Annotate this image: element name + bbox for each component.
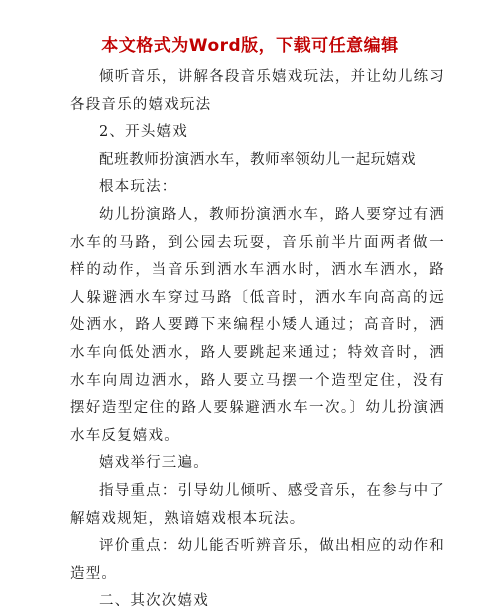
paragraph-intro: 倾听音乐，讲解各段音乐嬉戏玩法，并让幼儿练习各段音乐的嬉戏玩法	[70, 69, 445, 113]
paragraph-section-start: 2、开头嬉戏	[99, 124, 188, 141]
paragraph-guidance-focus: 指导重点：引导幼儿倾听、感受音乐，在参与中了解嬉戏规矩，熟谙嬉戏根本玩法。	[70, 482, 445, 527]
document-header-title: 本文格式为Word版，下载可任意编辑	[101, 36, 399, 56]
document-body	[70, 64, 445, 616]
paragraph-repeat: 嬉戏举行三遍。	[99, 455, 209, 472]
paragraph-basic-rules-heading: 根本玩法：	[99, 179, 178, 196]
paragraph-evaluation-focus: 评价重点：幼儿能否听辨音乐，做出相应的动作和造型。	[70, 538, 445, 582]
paragraph-teacher-role: 配班教师扮演洒水车，教师率领幼儿一起玩嬉戏	[99, 151, 417, 168]
paragraph-basic-rules: 幼儿扮演路人，教师扮演洒水车，路人要穿过有洒水车的马路，到公园去玩耍，音乐前半片面两者做一样的动作，当音乐到洒水车洒水时，洒水车洒水，路人躲避洒水车穿过马路〔低音时，洒水车向高高的远处洒水，路人要蹲下来编程小矮人通过；高音时，洒水车向低处洒水，路人要跳起来通过；特效音时，洒水车向周边洒水，路人要立马摆一个造型定住，没有摆好造型定住的路人要躲避洒水车一次。〕幼儿扮演洒水车反复嬉戏。	[70, 206, 445, 444]
paragraph-second-game-heading: 二、其次次嬉戏	[99, 593, 209, 610]
